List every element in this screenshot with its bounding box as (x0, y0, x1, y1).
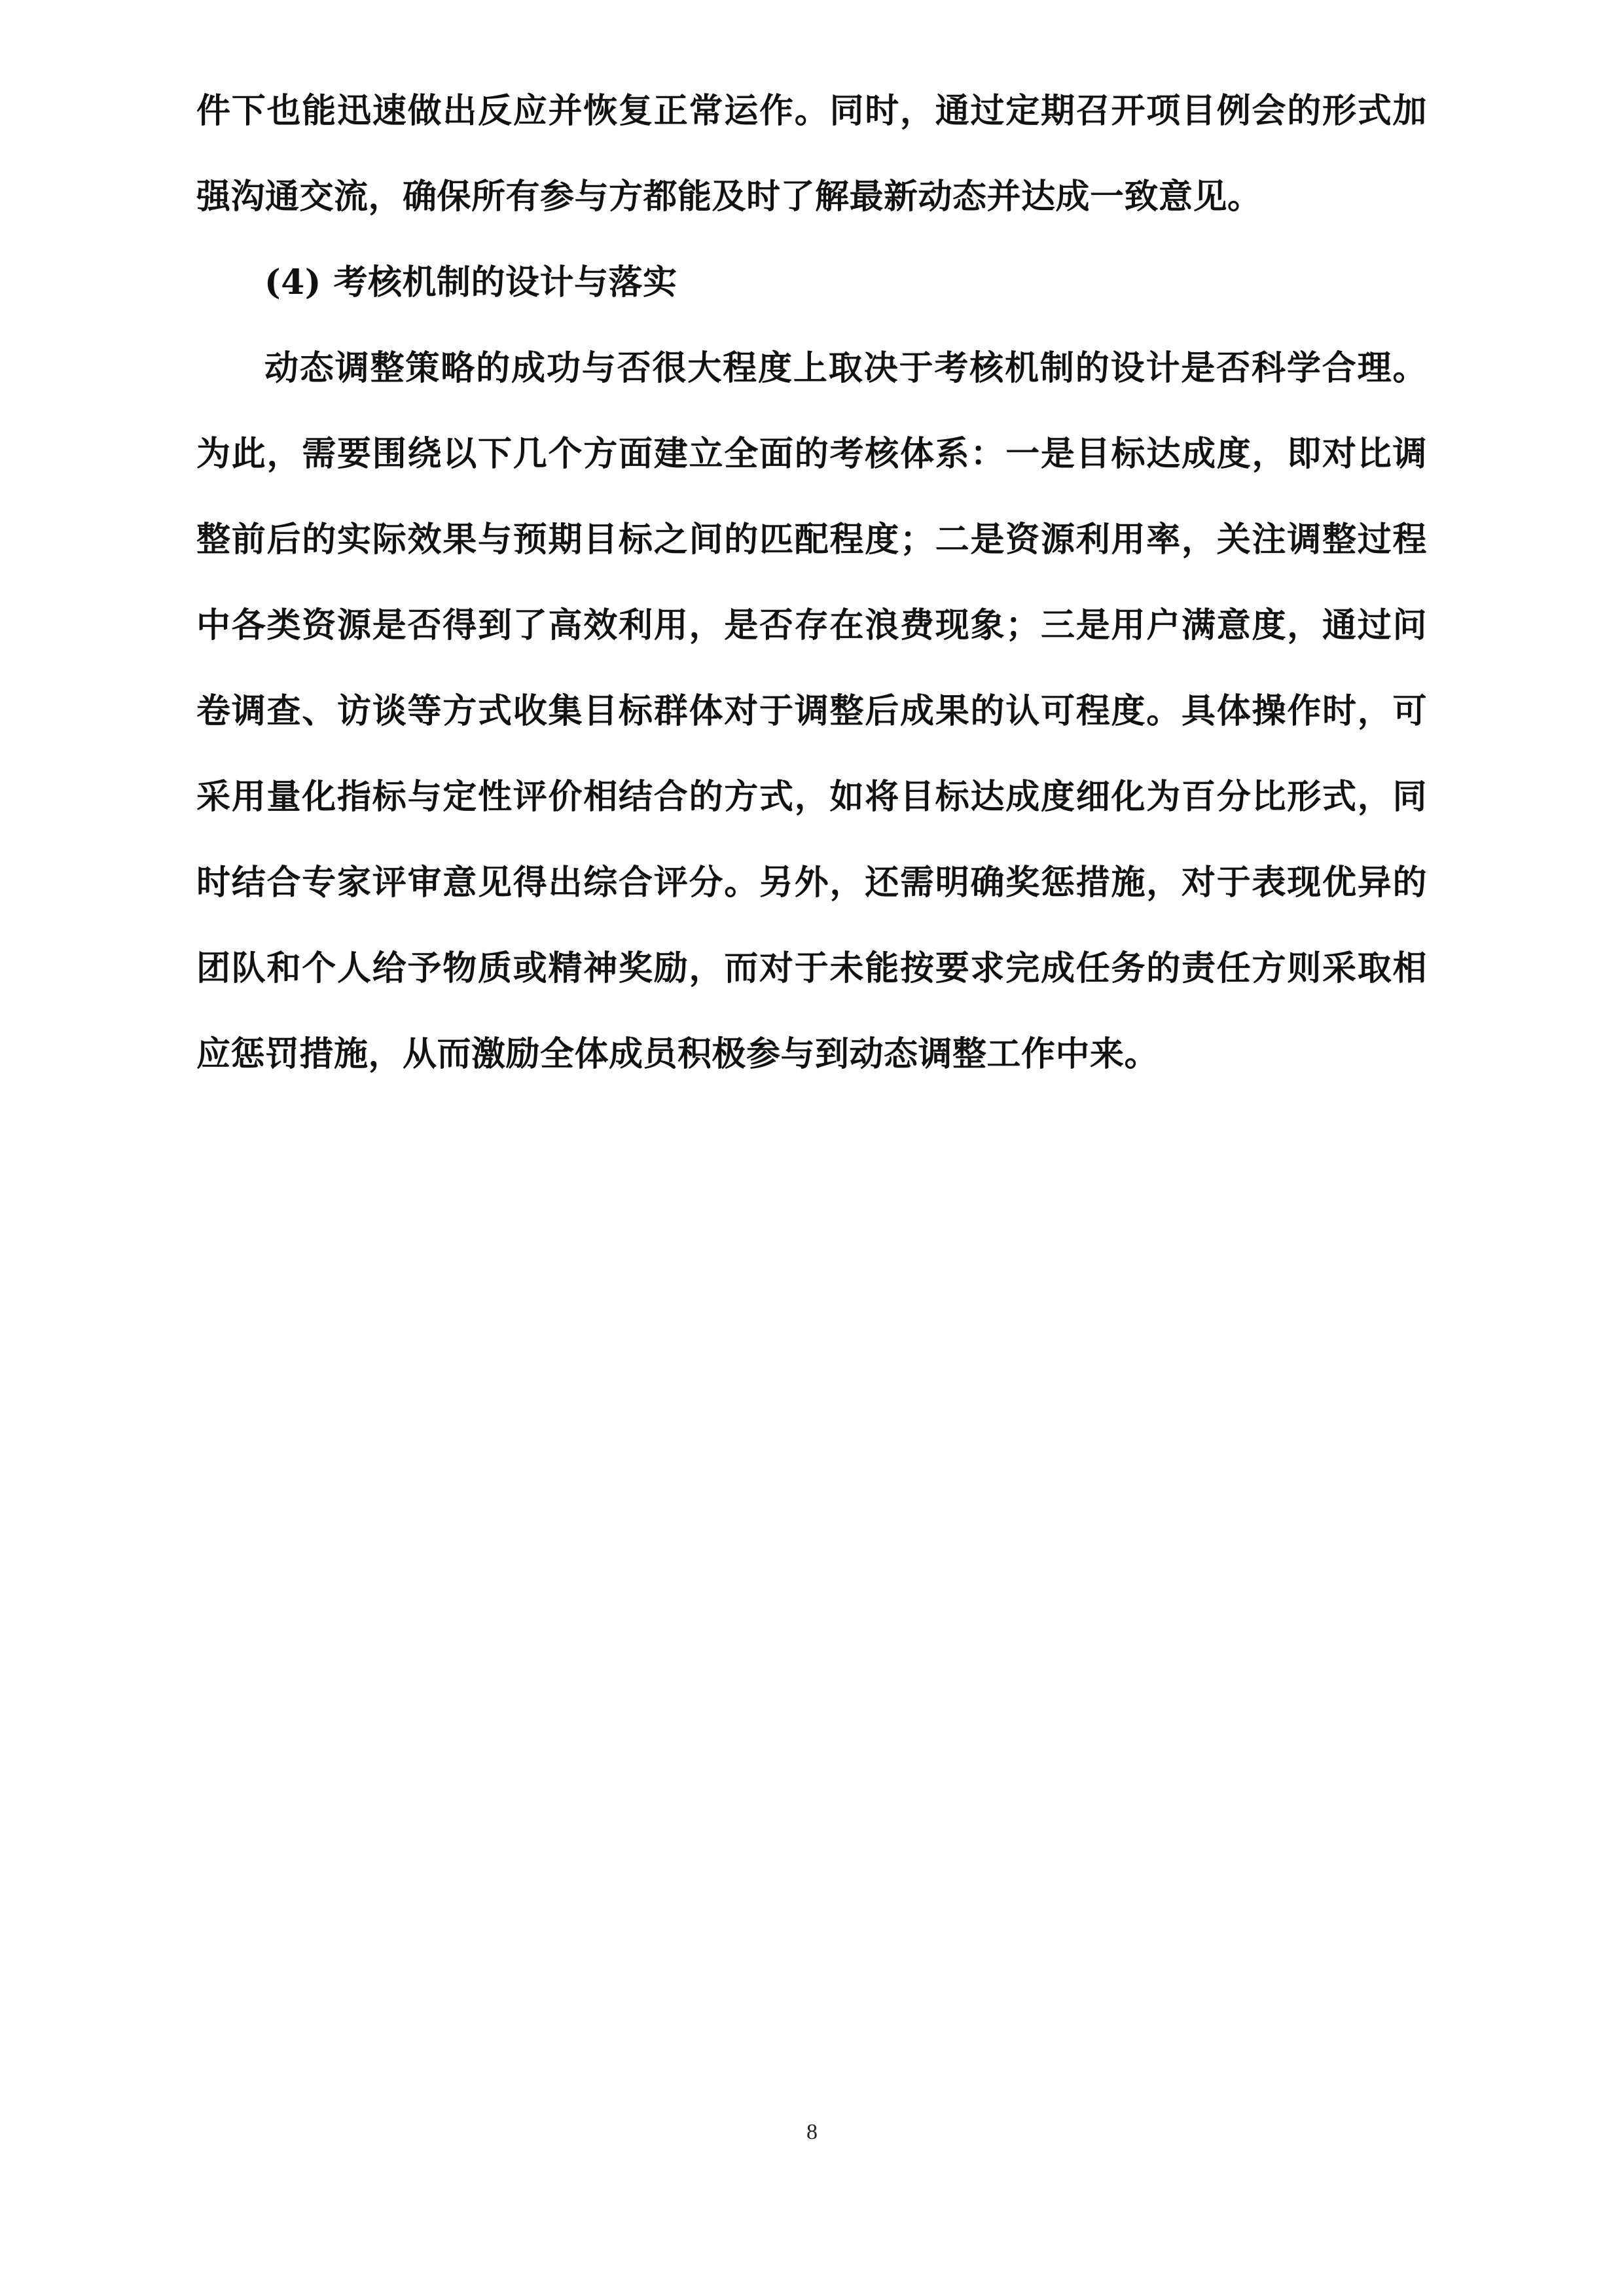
paragraph-continuation: 件下也能迅速做出反应并恢复正常运作。同时，通过定期召开项目例会的形式加强沟通交流，确保所有参与方都能及时了解最新动态并达成一致意见。 (196, 91, 1427, 217)
paragraph-assessment: 动态调整策略的成功与否很大程度上取决于考核机制的设计是否科学合理。为此，需要围绕以下几个方面建立全面的考核体系：一是目标达成度，即对比调整前后的实际效果与预期目标之间的匹配程度；二是资源利用率，关注调整过程中各类资源是否得到了高效利用，是否存在浪费现象；三是用户满意度，通过问卷调查、访谈等方式收集目标群体对于调整后成果的认可程度。具体操作时，可采用量化指标与定性评价相结合的方式，如将目标达成度细化为百分比形式，同时结合专家评审意见得出综合评分。另外，还需明确奖惩措施，对于表现优异的团队和个人给予物质或精神奖励，而对于未能按要求完成任务的责任方则采取相应惩罚措施，从而激励全体成员积极参与到动态调整工作中来。 (196, 348, 1427, 1074)
body-text (196, 68, 1427, 1097)
page-number: 8 (806, 2120, 818, 2144)
section-heading: (4) 考核机制的设计与落实 (264, 262, 677, 302)
